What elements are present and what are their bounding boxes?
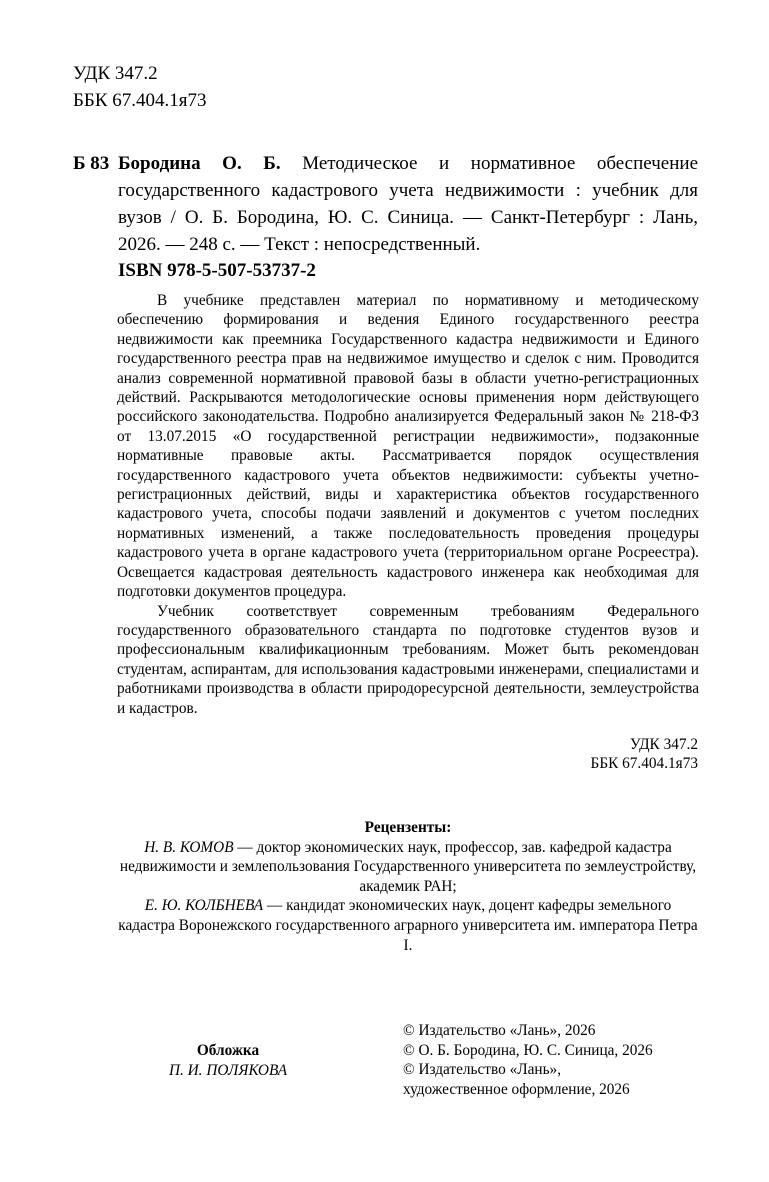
copyright-block (403, 1021, 733, 1099)
reviewer-description: — доктор экономических наук, профессор, зав. кафедрой кадастра недвижимости и землепользования Государственного университета по землеустройству, академик РАН; (119, 838, 697, 895)
author-code: Б 83 (73, 153, 110, 174)
udk-code-bottom: УДК 347.2 (629, 736, 698, 753)
cover-designer: П. И. ПОЛЯКОВА (168, 1061, 288, 1079)
annotation-paragraph: Учебник соответствует современным требованиям Федерального государственного образовательного стандарта по подготовке студентов вузов и профессиональным квалификационным требованиям. Может быть рекомендован студентам, аспирантам, для использования кадастровыми инженерами, специалистами и работниками производства в области природоресурсной деятельности, землеустройства и кадастров. (117, 602, 699, 717)
reviewer-name: Н. В. КОМОВ (144, 838, 234, 856)
bbk-code: ББК 67.404.1я73 (73, 90, 207, 111)
reviewer-name: Е. Ю. КОЛБНЕВА (144, 897, 264, 915)
classification-footer (591, 735, 698, 774)
annotation (117, 291, 699, 718)
reviewer-entry (117, 896, 699, 955)
bibliographic-entry (118, 150, 698, 258)
isbn: ISBN 978-5-507-53737-2 (118, 260, 316, 281)
reviewers-title: Рецензенты: (364, 819, 452, 836)
reviewer-entry (117, 838, 699, 897)
bib-description: Методическое и нормативное обеспечение государственного кадастрового учета недвижимости : учебник для вузов / О. Б. Бородина, Ю. С. Синица. — Санкт-Петербург : Лань, 2026. — 248 с. — Текст : непосредственный. (118, 153, 699, 255)
bbk-code-bottom: ББК 67.404.1я73 (590, 755, 698, 773)
reviewers-block (117, 818, 699, 955)
copyright-line: © Издательство «Лань», 2026 (403, 1022, 596, 1039)
copyright-line: © Издательство «Лань», (403, 1061, 562, 1079)
cover-title: Обложка (196, 1042, 260, 1059)
classification-header (73, 60, 206, 114)
copyright-line: художественное оформление, 2026 (403, 1080, 630, 1098)
bib-author: Бородина О. Б. (118, 153, 281, 174)
copyright-line: © О. Б. Бородина, Ю. С. Синица, 2026 (403, 1041, 653, 1059)
reviewer-description: — кандидат экономических наук, доцент кафедры земельного кадастра Воронежского государственного аграрного университета им. императора Петра I. (118, 897, 698, 954)
udk-code: УДК 347.2 (73, 63, 158, 84)
cover-credit (143, 1041, 313, 1080)
annotation-paragraph: В учебнике представлен материал по нормативному и методическому обеспечению формирования и ведения Единого государственного реестра недвижимости как преемника Государственного кадастра недвижимости и Единого государственного реестра прав на недвижимое имущество и сделок с ним. Проводится анализ современной нормативной правовой базы в области учетно-регистрационных действий. Раскрываются методологические основы применения норм действующего российского законодательства. Подробно анализируется Федеральный закон № 218-ФЗ от 13.07.2015 «О государственной регистрации недвижимости», подзаконные нормативные правовые акты. Рассматривается порядок осуществления государственного кадастрового учета объектов недвижимости: субъекты учетно-регистрационных действий, виды и характеристика объектов государственного кадастрового учета, способы подачи заявлений и документов с учетом последних нормативных изменений, а также последовательность проведения процедуры кадастрового учета в органе кадастрового учета (территориальном органе Росреестра). Освещается кадастровая деятельность кадастрового инженера как необходимая для подготовки документов процедура. (117, 292, 699, 601)
